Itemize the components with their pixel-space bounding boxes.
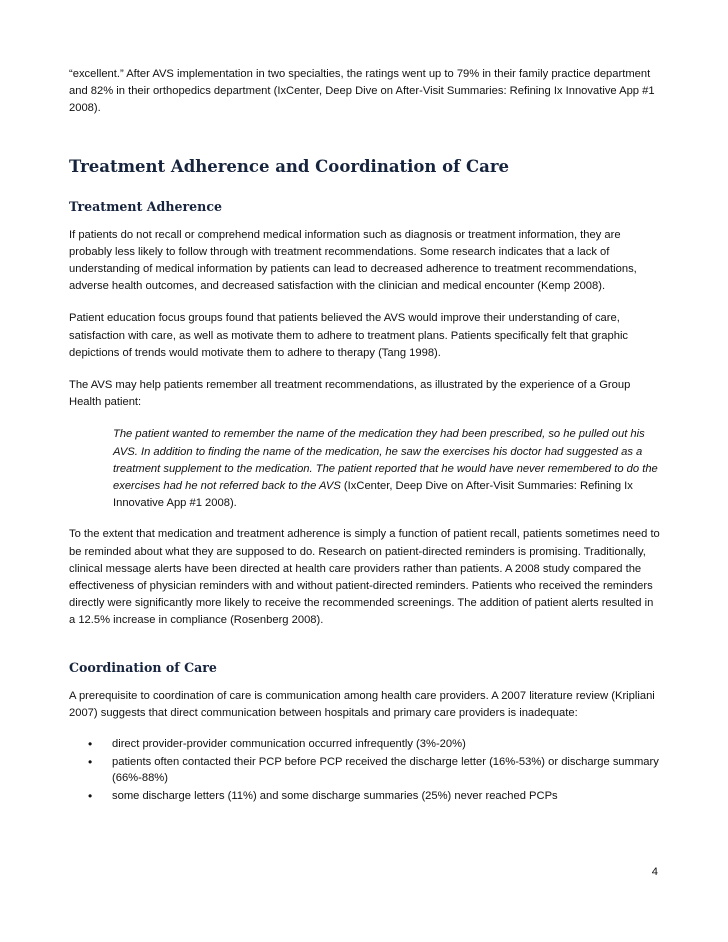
bullet-icon: • (88, 754, 93, 769)
bullet-icon: • (88, 788, 93, 803)
communication-findings-list (69, 736, 660, 804)
coordination-of-care-heading: Coordination of Care (69, 659, 217, 675)
patient-quote-citation: (IxCenter, Deep Dive on After-Visit Summaries: Refining Ix Innovative App #1 2008). (113, 480, 633, 510)
bullet-icon: • (88, 737, 93, 752)
treatment-adherence-heading: Treatment Adherence (69, 198, 223, 214)
treatment-adherence-paragraph-4: To the extent that medication and treatment adherence is simply a function of patient recall, patients sometimes need to be reminded about what they are supposed to do. Research on patient-directed reminders is promising. Traditionally, clinical message alerts have been directed at health care providers rather than patients. A 2008 study compared the effectiveness of physician reminders with and without patient-directed reminders. Patients who received the reminders directly were significantly more likely to receive the recommended screenings. The addition of patient alerts resulted in a 12.5% increase in compliance (Rosenberg 2008). (69, 528, 660, 627)
list-item (69, 788, 660, 805)
section-title: Treatment Adherence and Coordination of Care (69, 156, 510, 176)
patient-quote (113, 426, 660, 512)
list-item-text: direct provider-provider communication occurred infrequently (3%-20%) (112, 738, 466, 751)
coordination-of-care-paragraph-1: A prerequisite to coordination of care is communication among health care providers. A 2007 literature review (Kripliani 2007) suggests that direct communication between hospitals and primary care providers is inadequate: (69, 689, 655, 719)
list-item (69, 754, 660, 787)
treatment-adherence-paragraph-1: If patients do not recall or comprehend medical information such as diagnosis or treatment information, they are probably less likely to follow through with treatment recommendations. Some research indicates that a lack of understanding of medical information by patients can lead to decreased adherence to treatment recommendations, adverse health outcomes, and decreased satisfaction with the clinician and medical encounter (Kemp 2008). (69, 228, 637, 293)
treatment-adherence-paragraph-3: The AVS may help patients remember all treatment recommendations, as illustrated by the experience of a Group Health patient: (69, 379, 631, 409)
intro-paragraph: “excellent.” After AVS implementation in two specialties, the ratings went up to 79% in their family practice department and 82% in their orthopedics department (IxCenter, Deep Dive on After-Visit Summaries: Refining Ix Innovative App #1 2008). (69, 68, 655, 115)
page-number: 4 (651, 866, 658, 878)
treatment-adherence-paragraph-2: Patient education focus groups found that patients believed the AVS would improve their understanding of care, satisfaction with care, as well as motivate them to adhere to treatment plans. Patients specifically felt that graphic depictions of trends would motivate them to adhere to therapy (Tang 1998). (69, 312, 629, 359)
list-item-text: patients often contacted their PCP before PCP received the discharge letter (16%-53%) or discharge summary (66%-88%) (112, 755, 659, 785)
patient-quote-text: The patient wanted to remember the name of the medication they had been prescribed, so he pulled out his AVS. In addition to finding the name of the medication, he saw the exercises his doctor had suggested as a treatment supplement to the medication. The patient reported that he would have never remembered to do the exercises had he not referred back to the AVS (113, 428, 658, 493)
list-item (69, 736, 660, 753)
list-item-text: some discharge letters (11%) and some discharge summaries (25%) never reached PCPs (112, 789, 558, 802)
